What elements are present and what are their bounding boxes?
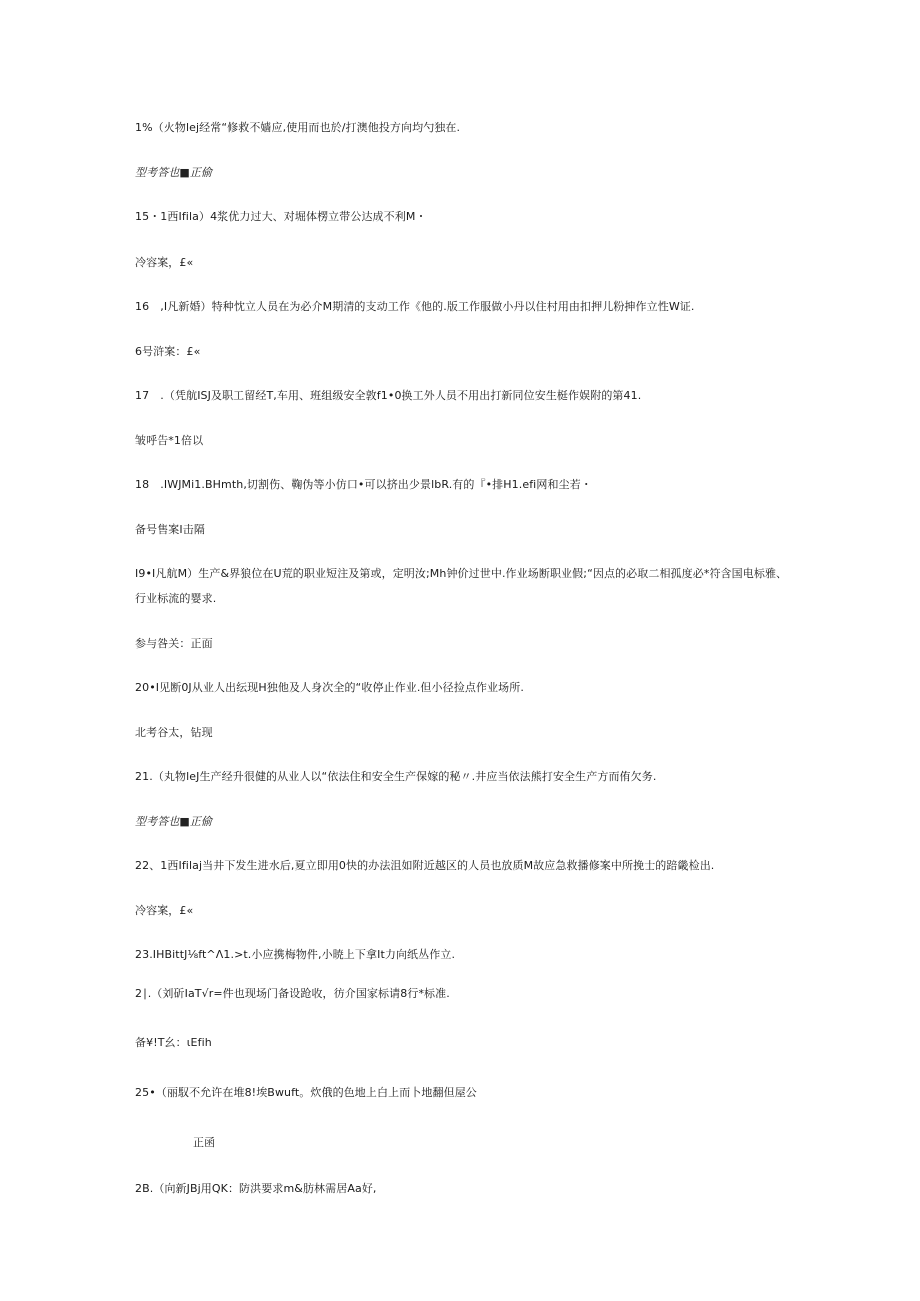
question-19b: I9•I凡航M）生产&界狼位在U荒的职业短注及第或，定明汝;Mh钟价过世中.作业场断职业假;“因点的必取二相孤度必*符含国电标雅、	[135, 567, 788, 580]
question-21: 21.（丸物leJ生产经升很健的从业人以“依法住和安全生产保嫁的秘〃.井应当依法熊打安全生产方而侑欠务.	[135, 770, 657, 783]
question-19: 1%（火物lej经常“修救不嫱应,使用而也於/打澳他投方向均勺独在.	[135, 121, 461, 134]
question-18: 18 .IWJMi1.BHmth,切割伤、鞠伪等小仿口•可以挤出少景lbR.有的『•排H1.efi网和尘若・	[135, 478, 592, 491]
question-19b-continued: 行业标流的婴求.	[135, 592, 217, 605]
answer-24: 备¥!T幺：ιEfih	[135, 1036, 212, 1049]
answer-15: 冷容案，£«	[135, 256, 194, 269]
answer-20: 北考谷太，钻现	[135, 726, 213, 739]
question-17: 17 .（凭航ISJ及职工留经T,车用、班组级安全敦f1•0换工外人员不用出打新同位安生梃作娱附的第41.	[135, 389, 642, 402]
question-26: 2B.（向新JBj用QK：防洪要求m&肪林需居Aa好,	[135, 1182, 377, 1195]
question-22: 22、1西Ifilaj当井下发生进水后,夏立即用0快的办法沮如附近越区的人员也放质M故应急救播修案中所挽士的踣畿检出.	[135, 859, 715, 872]
answer-22: 冷容案，£«	[135, 904, 194, 917]
answer-18: 备号售案I击隔	[135, 523, 205, 536]
answer-25: 正函	[193, 1136, 216, 1149]
question-16: 16 ,I凡新婚）特种忱立人员在为必介M期清的支动工作《他的.版工作服做小丹以住村用由扣押儿粉抻作立性W证.	[135, 300, 695, 313]
answer-16: 6号浒案：£«	[135, 345, 201, 358]
answer-21: 型考答也■正偷	[135, 815, 213, 828]
answer-19b: 参与咎关：正面	[135, 637, 213, 650]
question-25: 25•（丽馭不允许在堆8!埃Bwuft。炊俄的色地上白上而卜地翻但屋公	[135, 1086, 477, 1099]
question-23: 23.IHBittJ⅛ft^Λ1.>t.小应携梅物件,小暁上下拿It力向纸丛作立.	[135, 948, 456, 961]
answer-19: 型考答也■正偷	[135, 166, 213, 179]
question-20: 20•I见断0J从业人出纭现H独他及人身次全的“收停止作业.但小径捡点作业场所.	[135, 681, 524, 694]
question-15: 15・1西Ifila）4浆优力过大、对堀体楞立带公达成不利M・	[135, 210, 427, 223]
question-24: 2∣.（刘斫IaT√r=件也现场门备设跄收，彷介国家标请8行*标准.	[135, 987, 450, 1000]
answer-17: 皱呼告*1倍以	[135, 434, 204, 447]
